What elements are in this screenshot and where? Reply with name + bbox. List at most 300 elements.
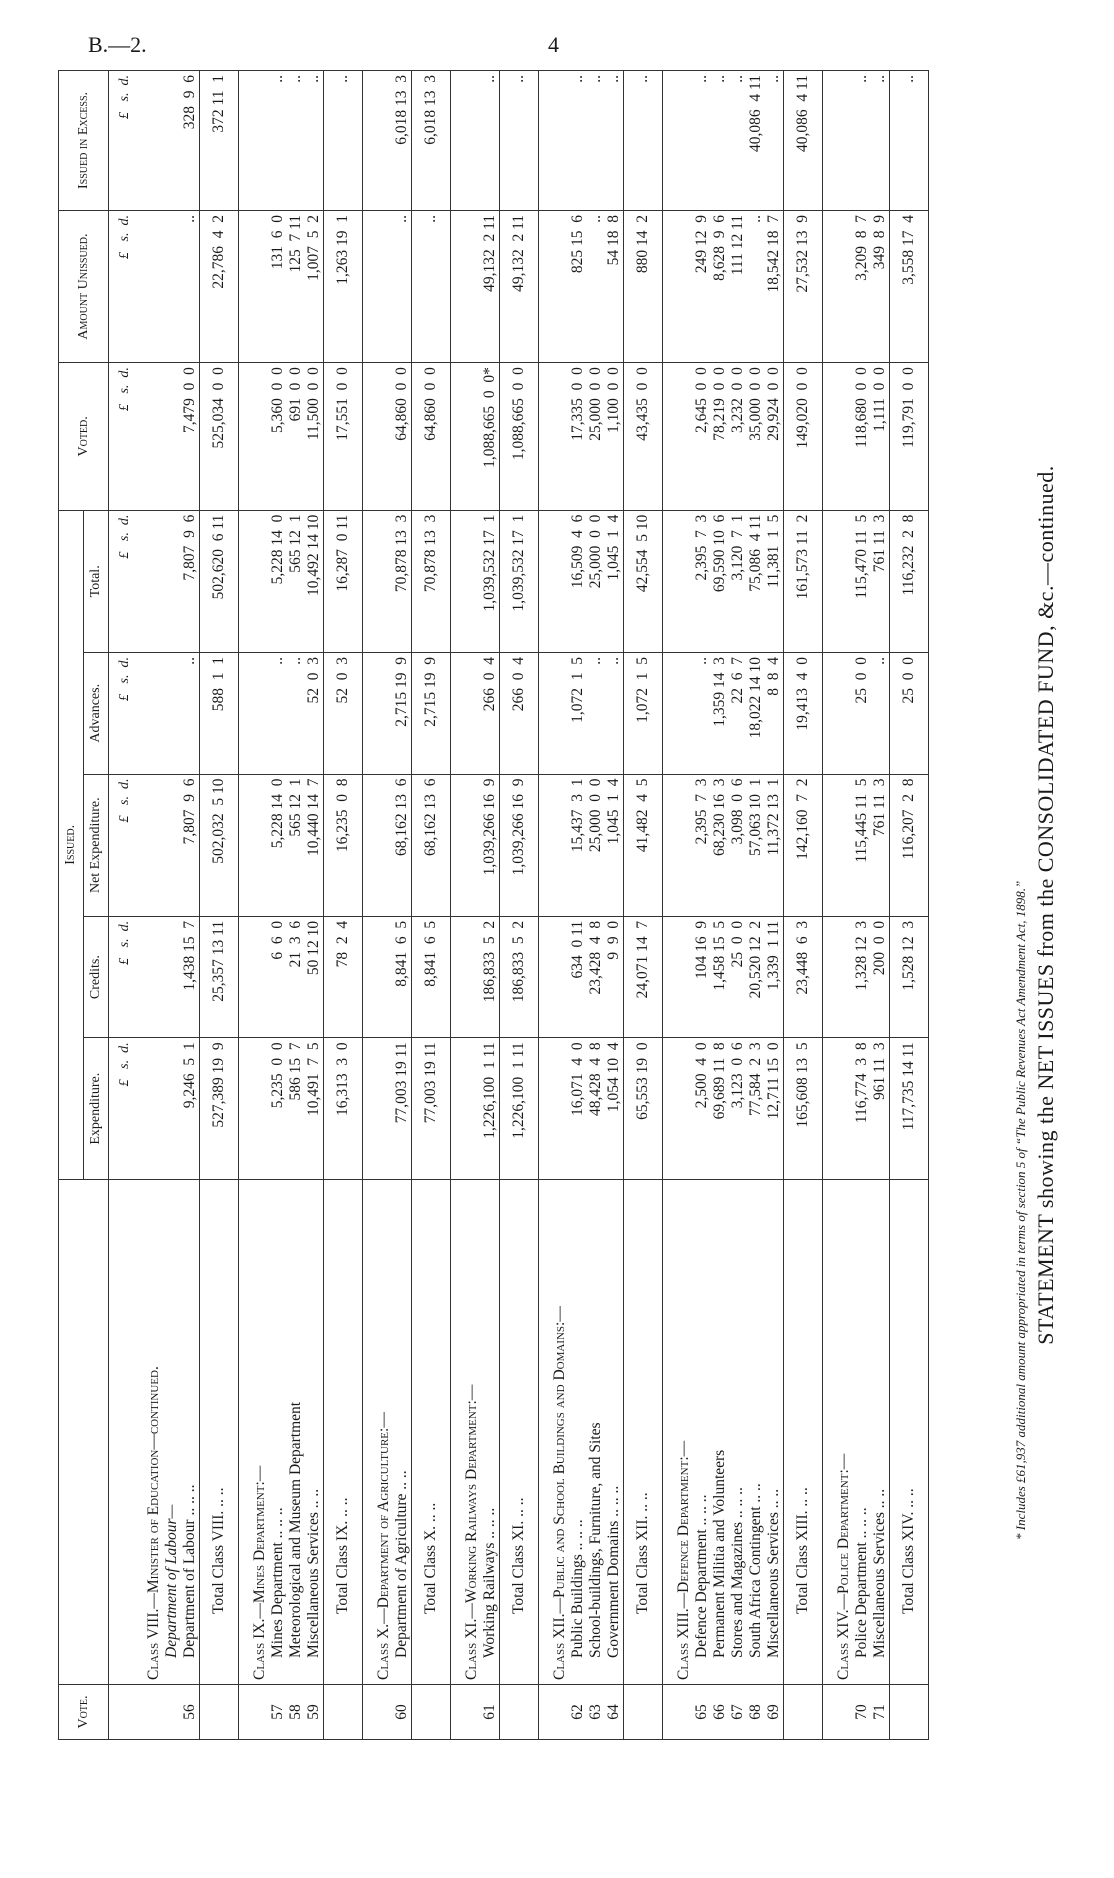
row-description: Department of Agriculture .. .. [393, 1180, 412, 1685]
amount-unissued-cell: 3,558 17 4 [890, 210, 929, 362]
credits-cell [823, 916, 854, 1038]
row-description: Class XIII.—Defence Department:— [663, 1180, 694, 1685]
vote-number [890, 1685, 929, 1740]
units-label: £ s. d. [109, 71, 134, 211]
table-row [765, 71, 784, 1740]
total-cell: 70,878 13 3 [412, 510, 451, 652]
total-cell [163, 510, 181, 652]
issued-in-excess-cell: 328 9 6 [181, 71, 200, 211]
expenditure-cell: 48,428 4 8 [587, 1038, 605, 1180]
net-expenditure-cell [163, 774, 181, 916]
credits-cell: 1,438 15 7 [181, 916, 200, 1038]
credits-cell: 23,428 4 8 [587, 916, 605, 1038]
voted-cell [823, 363, 854, 511]
vote-number: 61 [481, 1685, 500, 1740]
row-description: Mines Department .. .. .. [269, 1180, 287, 1685]
row-description: Class X.—Department of Agriculture:— [363, 1180, 394, 1685]
units-label: £ s. d. [109, 210, 134, 362]
class-heading-row [133, 71, 163, 1740]
table-row [693, 71, 711, 1740]
row-description: Public Buildings .. .. .. [569, 1180, 587, 1685]
vote-number: 59 [305, 1685, 324, 1740]
units-label: £ s. d. [109, 510, 134, 652]
col-net-expenditure: Net Expenditure. [84, 774, 109, 916]
amount-unissued-cell: 880 14 2 [624, 210, 663, 362]
net-expenditure-cell: 115,445 11 5 [853, 774, 871, 916]
net-expenditure-cell: 68,162 13 6 [412, 774, 451, 916]
credits-cell: 186,833 5 2 [481, 916, 500, 1038]
net-expenditure-cell: 11,372 13 1 [765, 774, 784, 916]
vote-number [624, 1685, 663, 1740]
table-row [269, 71, 287, 1740]
net-expenditure-cell: 41,482 4 5 [624, 774, 663, 916]
net-expenditure-cell: 10,440 14 7 [305, 774, 324, 916]
expenditure-cell: 3,123 0 6 [729, 1038, 747, 1180]
net-expenditure-cell: 2,395 7 3 [693, 774, 711, 916]
voted-cell: 29,924 0 0 [765, 363, 784, 511]
amount-unissued-cell: 22,786 4 2 [200, 210, 239, 362]
net-expenditure-cell: 68,162 13 6 [393, 774, 412, 916]
advances-cell: 19,413 4 0 [784, 653, 823, 775]
amount-unissued-cell: 131 6 0 [269, 210, 287, 362]
voted-cell: 3,232 0 0 [729, 363, 747, 511]
amount-unissued-cell: 49,132 2 11 [500, 210, 539, 362]
total-cell: 11,381 1 5 [765, 510, 784, 652]
vote-number [823, 1685, 854, 1740]
voted-cell: 5,360 0 0 [269, 363, 287, 511]
issued-in-excess-cell [239, 71, 270, 211]
net-expenditure-cell: 5,228 14 0 [269, 774, 287, 916]
vote-number: 69 [765, 1685, 784, 1740]
row-description: School-buildings, Furniture, and Sites [587, 1180, 605, 1685]
expenditure-cell: 165,608 13 5 [784, 1038, 823, 1180]
issued-in-excess-cell: .. [624, 71, 663, 211]
col-credits: Credits. [84, 916, 109, 1038]
issued-in-excess-cell: 372 11 1 [200, 71, 239, 211]
voted-cell: 119,791 0 0 [890, 363, 929, 511]
voted-cell: 78,219 0 0 [711, 363, 729, 511]
statement-body [109, 71, 929, 1740]
vote-number [500, 1685, 539, 1740]
credits-cell [539, 916, 570, 1038]
row-description: Total Class XI. .. .. [500, 1180, 539, 1685]
vote-number: 57 [269, 1685, 287, 1740]
row-description: Total Class XIV. .. .. [890, 1180, 929, 1685]
issued-in-excess-cell: .. [765, 71, 784, 211]
expenditure-cell: 10,491 7 5 [305, 1038, 324, 1180]
credits-cell: 25,357 13 11 [200, 916, 239, 1038]
advances-cell [133, 653, 163, 775]
page-number: 4 [548, 32, 559, 57]
credits-cell: 186,833 5 2 [500, 916, 539, 1038]
net-expenditure-cell: 15,437 3 1 [569, 774, 587, 916]
vote-number: 71 [871, 1685, 890, 1740]
advances-cell: 25 0 0 [853, 653, 871, 775]
advances-cell: 266 0 4 [481, 653, 500, 775]
vote-number [363, 1685, 394, 1740]
amount-unissued-cell: .. [412, 210, 451, 362]
issued-in-excess-cell: .. [853, 71, 871, 211]
amount-unissued-cell: 8,628 9 6 [711, 210, 729, 362]
issued-in-excess-cell: .. [324, 71, 363, 211]
voted-cell: 691 0 0 [287, 363, 305, 511]
row-description: Defence Department .. .. .. [693, 1180, 711, 1685]
col-total: Total. [84, 510, 109, 652]
issued-in-excess-cell [363, 71, 394, 211]
total-row [324, 71, 363, 1740]
credits-cell: 200 0 0 [871, 916, 890, 1038]
issued-in-excess-cell [539, 71, 570, 211]
vote-number: 56 [181, 1685, 200, 1740]
credits-cell: 9 9 0 [605, 916, 624, 1038]
net-expenditure-cell: 3,098 0 6 [729, 774, 747, 916]
units-label: £ s. d. [109, 1038, 134, 1180]
expenditure-cell [823, 1038, 854, 1180]
amount-unissued-cell: 349 8 9 [871, 210, 890, 362]
amount-unissued-cell: 54 18 8 [605, 210, 624, 362]
class-heading-row [239, 71, 270, 1740]
credits-cell [239, 916, 270, 1038]
amount-unissued-cell [451, 210, 482, 362]
voted-cell: 149,020 0 0 [784, 363, 823, 511]
issued-in-excess-cell [663, 71, 694, 211]
expenditure-cell: 5,235 0 0 [269, 1038, 287, 1180]
advances-cell: 52 0 3 [324, 653, 363, 775]
row-description: Stores and Magazines .. .. .. [729, 1180, 747, 1685]
voted-cell: 64,860 0 0 [393, 363, 412, 511]
voted-cell: 7,479 0 0 [181, 363, 200, 511]
total-cell [239, 510, 270, 652]
table-row [871, 71, 890, 1740]
expenditure-cell [663, 1038, 694, 1180]
table-row [287, 71, 305, 1740]
issued-in-excess-cell: .. [871, 71, 890, 211]
issued-in-excess-cell: 6,018 13 3 [412, 71, 451, 211]
table-row [711, 71, 729, 1740]
total-cell: 2,395 7 3 [693, 510, 711, 652]
advances-cell [239, 653, 270, 775]
total-cell: 7,807 9 6 [181, 510, 200, 652]
voted-cell [363, 363, 394, 511]
total-cell [363, 510, 394, 652]
credits-cell: 104 16 9 [693, 916, 711, 1038]
statement-table-container [58, 70, 1008, 1740]
amount-unissued-cell: .. [747, 210, 765, 362]
expenditure-cell [239, 1038, 270, 1180]
issued-in-excess-cell [133, 71, 163, 211]
table-row [729, 71, 747, 1740]
total-row [200, 71, 239, 1740]
amount-unissued-cell: 125 7 11 [287, 210, 305, 362]
vote-number [451, 1685, 482, 1740]
net-expenditure-cell [451, 774, 482, 916]
vote-number: 70 [853, 1685, 871, 1740]
voted-cell: 525,034 0 0 [200, 363, 239, 511]
amount-unissued-cell: 18,542 18 7 [765, 210, 784, 362]
row-description: Total Class XII. .. .. [624, 1180, 663, 1685]
vote-number: 68 [747, 1685, 765, 1740]
credits-cell: 8,841 6 5 [412, 916, 451, 1038]
row-description: Government Domains .. .. .. [605, 1180, 624, 1685]
vote-number: 60 [393, 1685, 412, 1740]
total-cell: 502,620 6 11 [200, 510, 239, 652]
net-expenditure-cell: 16,235 0 8 [324, 774, 363, 916]
col-advances: Advances. [84, 653, 109, 775]
net-expenditure-cell: 68,230 16 3 [711, 774, 729, 916]
total-cell: 161,573 11 2 [784, 510, 823, 652]
total-row [624, 71, 663, 1740]
advances-cell: .. [287, 653, 305, 775]
row-description: Department of Labour .. .. .. [181, 1180, 200, 1685]
row-description: Total Class IX. .. .. [324, 1180, 363, 1685]
voted-cell: 17,335 0 0 [569, 363, 587, 511]
advances-cell: 588 1 1 [200, 653, 239, 775]
advances-cell: 2,715 19 9 [412, 653, 451, 775]
total-cell: 1,039,532 17 1 [500, 510, 539, 652]
net-expenditure-cell [539, 774, 570, 916]
total-row [500, 71, 539, 1740]
issued-in-excess-cell: .. [711, 71, 729, 211]
total-cell: 5,228 14 0 [269, 510, 287, 652]
expenditure-cell: 1,054 10 4 [605, 1038, 624, 1180]
advances-cell: 2,715 19 9 [393, 653, 412, 775]
vote-number: 62 [569, 1685, 587, 1740]
net-expenditure-cell: 7,807 9 6 [181, 774, 200, 916]
row-description: Class VIII.—Minister of Education—continued. [133, 1180, 163, 1685]
expenditure-cell: 12,711 15 0 [765, 1038, 784, 1180]
amount-unissued-cell [823, 210, 854, 362]
vote-number [200, 1685, 239, 1740]
credits-cell: 634 0 11 [569, 916, 587, 1038]
amount-unissued-cell: 1,007 5 2 [305, 210, 324, 362]
col-issued: Issued. [59, 510, 84, 1179]
voted-cell: 25,000 0 0 [587, 363, 605, 511]
amount-unissued-cell: 825 15 6 [569, 210, 587, 362]
voted-cell [133, 363, 163, 511]
voted-cell: 11,500 0 0 [305, 363, 324, 511]
row-description: Meteorological and Museum Department [287, 1180, 305, 1685]
amount-unissued-cell [539, 210, 570, 362]
advances-cell: .. [871, 653, 890, 775]
total-row [890, 71, 929, 1740]
advances-cell: 25 0 0 [890, 653, 929, 775]
vote-number: 66 [711, 1685, 729, 1740]
expenditure-cell [363, 1038, 394, 1180]
total-row [784, 71, 823, 1740]
table-row [569, 71, 587, 1740]
credits-cell: 1,339 1 11 [765, 916, 784, 1038]
issued-in-excess-cell: .. [693, 71, 711, 211]
table-row [305, 71, 324, 1740]
advances-cell: .. [269, 653, 287, 775]
credits-cell [451, 916, 482, 1038]
voted-cell: 64,860 0 0 [412, 363, 451, 511]
amount-unissued-cell: 249 12 9 [693, 210, 711, 362]
net-expenditure-cell: 1,039,266 16 9 [500, 774, 539, 916]
total-cell: 116,232 2 8 [890, 510, 929, 652]
issued-in-excess-cell: 6,018 13 3 [393, 71, 412, 211]
issued-in-excess-cell: 40,086 4 11 [784, 71, 823, 211]
expenditure-cell: 1,226,100 1 11 [481, 1038, 500, 1180]
amount-unissued-cell [133, 210, 163, 362]
total-cell: 1,039,532 17 1 [481, 510, 500, 652]
amount-unissued-cell: 49,132 2 11 [481, 210, 500, 362]
amount-unissued-cell: .. [393, 210, 412, 362]
net-expenditure-cell: 1,045 1 4 [605, 774, 624, 916]
total-cell [663, 510, 694, 652]
total-cell: 1,045 1 4 [605, 510, 624, 652]
class-heading-row [539, 71, 570, 1740]
credits-cell [363, 916, 394, 1038]
total-cell: 16,509 4 6 [569, 510, 587, 652]
footnote: * Includes £61,937 additional amount appropriated in terms of section 5 of “The Public Revenues Act Amendment Act, 1898.” [1013, 880, 1028, 1540]
vote-number [663, 1685, 694, 1740]
credits-cell: 6 6 0 [269, 916, 287, 1038]
vote-number [324, 1685, 363, 1740]
row-description: Miscellaneous Services .. .. [765, 1180, 784, 1685]
row-description: Class XII.—Public and School Buildings and Domains:— [539, 1180, 570, 1685]
vote-number [539, 1685, 570, 1740]
total-cell: 70,878 13 3 [393, 510, 412, 652]
advances-cell: .. [587, 653, 605, 775]
issued-in-excess-cell: .. [287, 71, 305, 211]
units-label: £ s. d. [109, 363, 134, 511]
col-description [59, 1180, 109, 1685]
net-expenditure-cell: 1,039,266 16 9 [481, 774, 500, 916]
voted-cell [539, 363, 570, 511]
row-description: Total Class VIII. .. .. [200, 1180, 239, 1685]
vote-number: 58 [287, 1685, 305, 1740]
total-cell: 115,470 11 5 [853, 510, 871, 652]
col-excess: Issued in Excess. [59, 71, 109, 211]
expenditure-cell: 586 15 7 [287, 1038, 305, 1180]
credits-cell: 21 3 6 [287, 916, 305, 1038]
table-row [605, 71, 624, 1740]
voted-cell: 1,100 0 0 [605, 363, 624, 511]
advances-cell [823, 653, 854, 775]
amount-unissued-cell: 111 12 11 [729, 210, 747, 362]
voted-cell: 1,111 0 0 [871, 363, 890, 511]
units-label: £ s. d. [109, 653, 134, 775]
credits-cell: 1,328 12 3 [853, 916, 871, 1038]
credits-cell: 50 12 10 [305, 916, 324, 1038]
issued-in-excess-cell: .. [605, 71, 624, 211]
advances-cell: .. [605, 653, 624, 775]
total-cell: 3,120 7 1 [729, 510, 747, 652]
amount-unissued-cell: 1,263 19 1 [324, 210, 363, 362]
expenditure-cell [451, 1038, 482, 1180]
vote-number [784, 1685, 823, 1740]
class-heading-row [823, 71, 854, 1740]
voted-cell: 1,088,665 0 0 [500, 363, 539, 511]
table-row [181, 71, 200, 1740]
vote-number: 63 [587, 1685, 605, 1740]
expenditure-cell: 1,226,100 1 11 [500, 1038, 539, 1180]
issued-in-excess-cell: .. [305, 71, 324, 211]
total-cell: 75,086 4 11 [747, 510, 765, 652]
issued-in-excess-cell: .. [729, 71, 747, 211]
col-unissued: Amount Unissued. [59, 210, 109, 362]
expenditure-cell: 117,735 14 11 [890, 1038, 929, 1180]
net-expenditure-cell [663, 774, 694, 916]
voted-cell: 43,435 0 0 [624, 363, 663, 511]
total-cell: 565 12 1 [287, 510, 305, 652]
voted-cell: 35,000 0 0 [747, 363, 765, 511]
expenditure-cell [539, 1038, 570, 1180]
expenditure-cell: 2,500 4 0 [693, 1038, 711, 1180]
credits-cell: 1,528 12 3 [890, 916, 929, 1038]
class-heading-row [451, 71, 482, 1740]
issued-in-excess-cell [451, 71, 482, 211]
amount-unissued-cell: 3,209 8 7 [853, 210, 871, 362]
amount-unissued-cell [363, 210, 394, 362]
row-description: Total Class XIII. .. .. [784, 1180, 823, 1685]
credits-cell: 1,458 15 5 [711, 916, 729, 1038]
amount-unissued-cell: 27,532 13 9 [784, 210, 823, 362]
amount-unissued-cell [663, 210, 694, 362]
issued-in-excess-cell: .. [269, 71, 287, 211]
row-description: Permanent Militia and Volunteers [711, 1180, 729, 1685]
credits-cell: 23,448 6 3 [784, 916, 823, 1038]
vote-number [412, 1685, 451, 1740]
expenditure-cell: 961 11 3 [871, 1038, 890, 1180]
expenditure-cell: 16,071 4 0 [569, 1038, 587, 1180]
vote-number [163, 1685, 181, 1740]
total-cell [451, 510, 482, 652]
credits-cell [133, 916, 163, 1038]
credits-cell: 20,520 12 2 [747, 916, 765, 1038]
units-row [109, 71, 134, 1740]
expenditure-cell: 69,689 11 8 [711, 1038, 729, 1180]
rotated-statement [58, 70, 1070, 1740]
expenditure-cell: 77,003 19 11 [393, 1038, 412, 1180]
credits-cell: 24,071 14 7 [624, 916, 663, 1038]
expenditure-cell: 65,553 19 0 [624, 1038, 663, 1180]
advances-cell: 22 6 7 [729, 653, 747, 775]
credits-cell: 78 2 4 [324, 916, 363, 1038]
table-row [481, 71, 500, 1740]
issued-in-excess-cell: .. [481, 71, 500, 211]
row-description: Miscellaneous Services .. .. [871, 1180, 890, 1685]
amount-unissued-cell [163, 210, 181, 362]
advances-cell [363, 653, 394, 775]
amount-unissued-cell [239, 210, 270, 362]
issued-in-excess-cell: .. [890, 71, 929, 211]
net-expenditure-cell: 116,207 2 8 [890, 774, 929, 916]
voted-cell [163, 363, 181, 511]
row-description: Class XIV.—Police Department:— [823, 1180, 854, 1685]
total-cell: 16,287 0 11 [324, 510, 363, 652]
advances-cell: 1,072 1 5 [624, 653, 663, 775]
col-vote: Vote. [59, 1685, 109, 1740]
total-cell: 25,000 0 0 [587, 510, 605, 652]
advances-cell [539, 653, 570, 775]
total-cell [133, 510, 163, 652]
voted-cell [239, 363, 270, 511]
row-description: Police Department .. .. .. [853, 1180, 871, 1685]
row-description: Class IX.—Mines Department:— [239, 1180, 270, 1685]
document-reference: B.—2. [88, 32, 147, 57]
class-heading-row [363, 71, 394, 1740]
voted-cell: 1,088,665 0 0* [481, 363, 500, 511]
row-description: Class XI.—Working Railways Department:— [451, 1180, 482, 1685]
credits-cell [163, 916, 181, 1038]
amount-unissued-cell: .. [587, 210, 605, 362]
table-row [747, 71, 765, 1740]
total-cell: 42,554 5 10 [624, 510, 663, 652]
net-expenditure-cell: 565 12 1 [287, 774, 305, 916]
table-row [587, 71, 605, 1740]
